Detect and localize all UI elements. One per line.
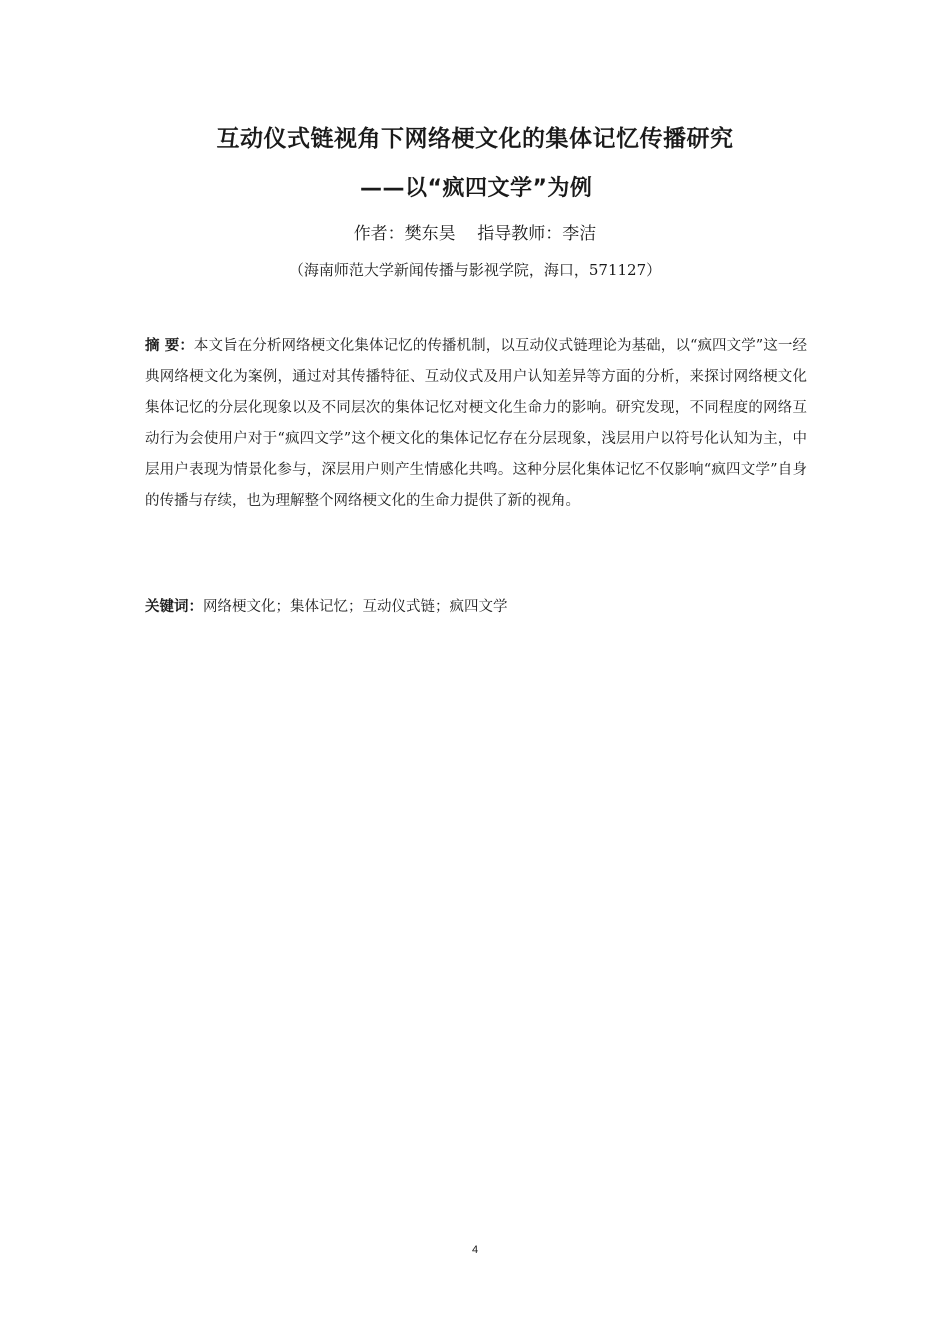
keywords-text: 网络梗文化；集体记忆；互动仪式链；疯四文学 bbox=[203, 599, 508, 615]
abstract-label: 摘 要： bbox=[145, 338, 194, 354]
abstract bbox=[145, 331, 807, 517]
keywords bbox=[145, 593, 508, 621]
affiliation: （海南师范大学新闻传播与影视学院，海口，571127） bbox=[288, 261, 662, 279]
paper-subtitle: ——以“疯四文学”为例 bbox=[360, 176, 593, 201]
keywords-label: 关键词： bbox=[145, 599, 203, 615]
paper-title: 互动仪式链视角下网络梗文化的集体记忆传播研究 bbox=[216, 126, 734, 152]
author-line: 作者：樊东昊 指导教师：李洁 bbox=[353, 224, 597, 244]
page-number: 4 bbox=[471, 1244, 479, 1256]
abstract-text: 本文旨在分析网络梗文化集体记忆的传播机制，以互动仪式链理论为基础，以“疯四文学”这一经典网络梗文化为案例，通过对其传播特征、互动仪式及用户认知差异等方面的分析，来探讨网络梗文化集体记忆的分层化现象以及不同层次的集体记忆对梗文化生命力的影响。研究发现，不同程度的网络互动行为会使用户对于“疯四文学”这个梗文化的集体记忆存在分层现象，浅层用户以符号化认知为主，中层用户表现为情景化参与，深层用户则产生情感化共鸣。这种分层化集体记忆不仅影响“疯四文学”自身的传播与存续，也为理解整个网络梗文化的生命力提供了新的视角。 bbox=[145, 338, 807, 509]
